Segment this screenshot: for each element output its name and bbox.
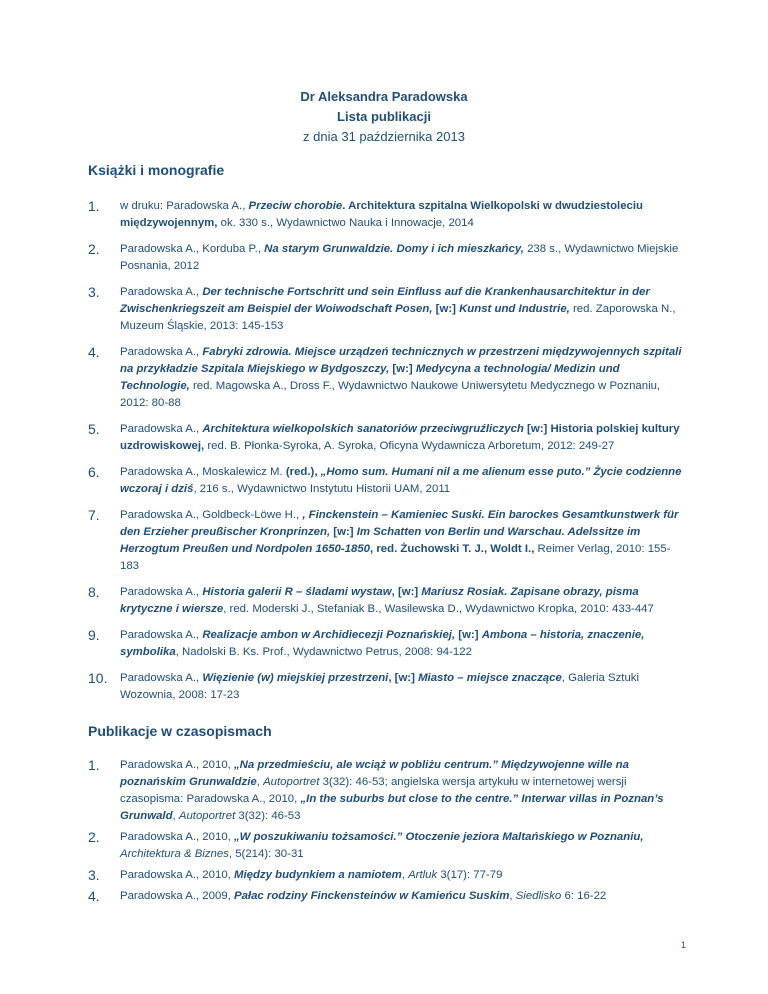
author-name: Dr Aleksandra Paradowska [300,89,468,104]
document-title: Lista publikacji [337,109,431,124]
item-number: 9. [88,627,100,643]
citation-segment: 3(32): 46-53; angielska wersja artykułu w internetowej wersji czasopisma: Paradowska A., 2010, [120,776,627,805]
citation-segment: 238 s., Wydawnictwo Miejskie Posnania, 2012 [120,243,679,272]
list-item [88,284,686,335]
list-item [88,829,686,863]
citation-segment: , Galeria Sztuki Wozownia, 2008: 17-23 [120,672,640,701]
citation-segment: ok. 330 s., Wydawnictwo Nauka i Innowacje, 2014 [217,217,474,229]
citation-text [120,346,681,409]
citation-segment: red. B. Płonka-Syroka, A. Syroka, Oficyna Wydawnicza Arboretum, 2012: 249-27 [204,440,615,452]
citation-segment: Paradowska A., 2010, [120,831,234,843]
citation-segment: Architektura wielkopolskich sanatoriów przeciwgruźliczych [202,423,524,435]
citation-segment: . Architektura szpitalna Wielkopolski w dwudziestoleciu międzywojennym, [120,200,643,229]
citation-segment: [w:] Historia polskiej kultury uzdrowiskowej, [120,423,680,452]
list-item [88,888,686,905]
citation-segment: red. Zaporowska N., Muzeum Śląskie, 2013: 145-153 [120,303,676,332]
citation-segment: , red. Moderski J., Stefaniak B., Wasilewska D., Wydawnictwo Kropka, 2010: 433-447 [223,603,654,615]
citation-segment: , [w:] [388,672,419,684]
citation-text [120,509,678,572]
document-header [0,87,768,147]
citation-segment: „In the suburbs but close to the centre.” Interwar villas in Poznan’s Grunwald [120,793,664,822]
citation-text [120,672,639,701]
citation-segment: , Finckenstein – Kamieniec Suski. Ein barockes Gesamtkunstwerk für den Erzieher preußischer Kronprinzen, [120,509,679,538]
citation-segment: Paradowska A., 2010, [120,869,234,881]
citation-segment: , [509,890,516,902]
citation-segment: Na starym Grunwaldzie. Domy i ich mieszkańcy, [264,243,524,255]
item-number: 2. [88,829,100,845]
item-number: 4. [88,344,100,360]
section-title-journals: Publikacje w czasopismach [88,723,272,739]
citation-segment: Architektura & Biznes [120,848,229,860]
citation-segment: (red.), [285,466,321,478]
citation-text [120,831,644,860]
citation-segment: Autoportret [178,810,236,822]
citation-segment: Ambona – historia, znaczenie, symbolika [120,629,645,658]
citation-segment: Mariusz Rosiak. Zapisane obrazy, pisma krytyczne i wiersze [120,586,639,615]
list-item [88,757,686,825]
item-number: 7. [88,507,100,523]
citation-segment: [w:] [432,303,460,315]
citation-segment: Fabryki zdrowia. Miejsce urządzeń technicznych w przestrzeni międzywojennych szpitali na przykładzie Szpitala Miejskiego w Bydgoszczy, [120,346,682,375]
journals-list [88,757,686,905]
citation-text [120,869,502,881]
list-item [88,867,686,884]
item-number: 3. [88,867,100,883]
citation-text [120,629,644,658]
citation-segment: Paradowska A., [120,346,203,358]
citation-segment: „W poszukiwaniu tożsamości.” Otoczenie jeziora Maltańskiego w Poznaniu, [233,831,644,843]
citation-segment: , [401,869,409,881]
citation-segment: Paradowska A., [120,286,203,298]
list-item [88,627,686,661]
citation-segment: Paradowska A., 2009, [120,890,234,902]
list-item [88,584,686,618]
citation-segment: Siedlisko [515,890,562,902]
list-item [88,464,686,498]
citation-segment: Paradowska A., [120,423,203,435]
list-item [88,421,686,455]
item-number: 10. [88,670,108,686]
citation-text [120,586,654,615]
citation-segment: [w:] [330,526,357,538]
citation-segment: [w:] [455,629,482,641]
citation-segment: Paradowska A., [120,586,203,598]
citation-segment: Paradowska A., 2010, [120,759,234,771]
citation-segment: Pałac rodziny Finckensteinów w Kamieńcu Suskim [233,890,510,902]
citation-segment: , [256,776,264,788]
citation-segment: Paradowska A., [120,629,203,641]
citation-segment: , 5(214): 30-31 [228,848,304,860]
citation-segment: [w:] [389,363,416,375]
list-item [88,241,686,275]
list-item [88,670,686,704]
citation-segment: 3(32): 46-53 [235,810,301,822]
citation-segment: , Nadolski B. Ks. Prof., Wydawnictwo Petrus, 2008: 94-122 [175,646,472,658]
citation-segment: , [w:] [391,586,422,598]
item-number: 5. [88,421,100,437]
list-item [88,507,686,575]
citation-segment: Między budynkiem a namiotem [233,869,402,881]
citation-segment: Miasto – miejsce znaczące [418,672,562,684]
list-item [88,344,686,412]
citation-segment: Realizacje ambon w Archidiecezji Poznańskiej, [202,629,456,641]
citation-segment: red. Magowska A., Dross F., Wydawnictwo Naukowe Uniwersytetu Medycznego w Poznaniu, 2012: 80-88 [120,380,661,409]
citation-text [120,286,676,332]
citation-text [120,890,606,902]
books-list [88,198,686,704]
citation-segment: , 216 s., Wydawnictwo Instytutu Historii UAM, 2011 [193,483,451,495]
citation-text [120,466,681,495]
citation-segment: Im Schatten von Berlin und Warschau. Adelssitze im Herzogtum Preußen und Nordpolen 1650-1850 [120,526,641,555]
citation-text [120,423,680,452]
item-number: 1. [88,198,100,214]
citation-segment: 6: 16-22 [561,890,607,902]
citation-segment: , [172,810,179,822]
citation-text [120,243,678,272]
citation-segment: Artluk [408,869,438,881]
document-date: z dnia 31 października 2013 [303,129,465,144]
citation-segment: „Homo sum. Humani nil a me alienum esse puto.” Życie codzienne wczoraj i dziś [120,466,682,495]
citation-segment: Der technische Fortschritt und sein Einfluss auf die Krankenhausarchitektur in der Zwischenkriegszeit am Beispiel der Woiwodschaft Posen, [120,286,650,315]
page-number: 1 [680,940,686,950]
citation-segment: 3(17): 77-79 [437,869,503,881]
item-number: 6. [88,464,100,480]
citation-segment: Paradowska A., Korduba P., [120,243,265,255]
citation-segment: Reimer Verlag, 2010: 155-183 [120,543,671,572]
citation-segment: , red. Żuchowski T. J., Woldt I., [370,543,535,555]
citation-segment: Kunst und Industrie, [459,303,570,315]
citation-segment: Medycyna a technologia/ Medizin und Technologie, [120,363,620,392]
item-number: 8. [88,584,100,600]
citation-segment: , [242,200,249,212]
citation-segment: Paradowska A., [120,672,203,684]
citation-segment: Przeciw chorobie [248,200,343,212]
citation-text [120,200,643,229]
citation-segment: Autoportret [263,776,320,788]
item-number: 4. [88,888,100,904]
item-number: 3. [88,284,100,300]
citation-segment: Paradowska A., Goldbeck-Löwe H., [120,509,303,521]
item-number: 1. [88,757,100,773]
list-item [88,198,686,232]
citation-segment: „Na przedmieściu, ale wciąż w pobliżu centrum.” Międzywojenne wille na poznańskim Grunwaldzie [120,759,629,788]
citation-segment: w druku: Paradowska A. [120,200,243,212]
section-title-books: Książki i monografie [88,162,225,178]
citation-segment: Paradowska A., Moskalewicz M. [120,466,286,478]
citation-segment: Historia galerii R – śladami wystaw [202,586,392,598]
item-number: 2. [88,241,100,257]
citation-segment: Więzienie (w) miejskiej przestrzeni [202,672,389,684]
citation-text [120,759,664,822]
